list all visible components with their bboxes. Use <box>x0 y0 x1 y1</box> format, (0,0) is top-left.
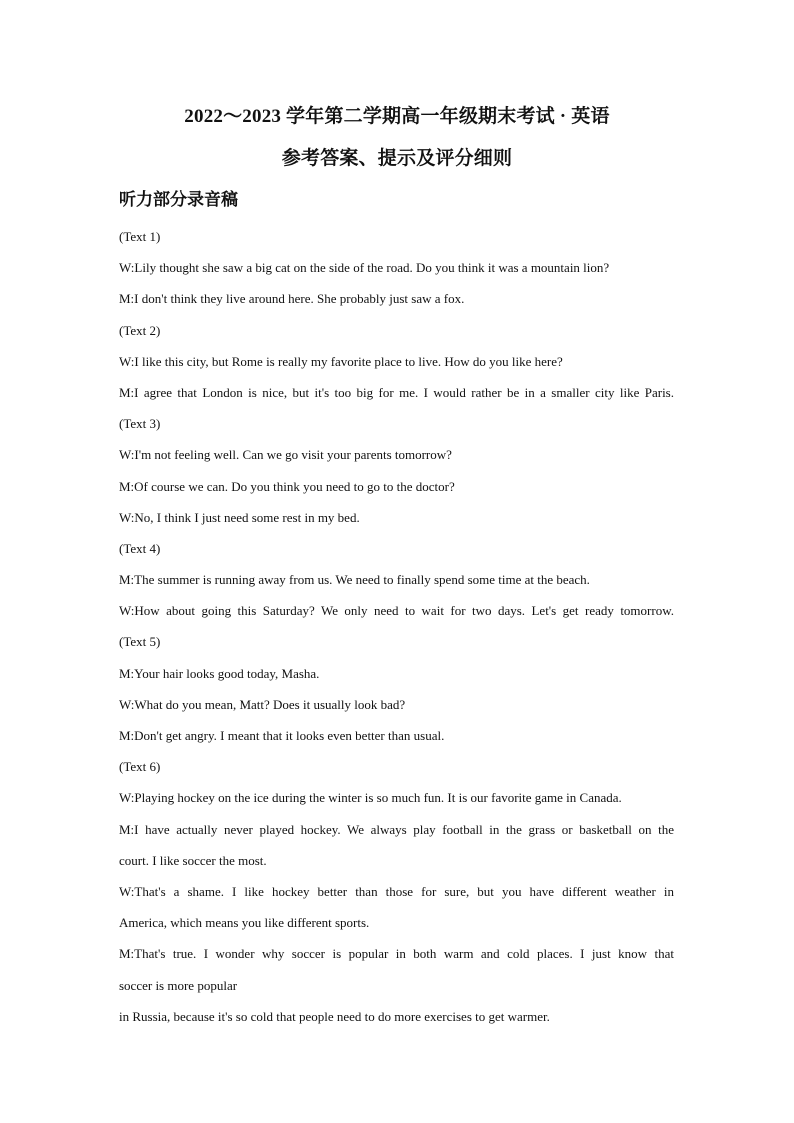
transcript-line: M:Of course we can. Do you think you need to go to the doctor? <box>119 478 455 494</box>
transcript-line: soccer is more popular <box>119 977 238 993</box>
text-label: (Text 6) <box>119 759 161 775</box>
transcript-line: W:No, I think I just need some rest in my bed. <box>119 509 360 525</box>
transcript-line: America, which means you like different sports. <box>119 915 370 931</box>
transcript-line: W:I'm not feeling well. Can we go visit your parents tomorrow? <box>119 447 452 463</box>
text-label: (Text 5) <box>119 634 161 650</box>
transcript-body <box>119 226 674 1037</box>
text-label: (Text 1) <box>119 229 161 244</box>
transcript-line: M:Don't get angry. I meant that it looks even better than usual. <box>119 728 445 743</box>
document-subtitle: 参考答案、提示及评分细则 <box>281 148 513 169</box>
document-title: 2022～2023 学年第二学期高一年级期末考试 · 英语 <box>184 106 610 127</box>
section-heading: 听力部分录音稿 <box>119 190 238 209</box>
transcript-line: W:What do you mean, Matt? Does it usually look bad? <box>119 696 406 712</box>
transcript-line: W:Lily thought she saw a big cat on the side of the road. Do you think it was a mountain lion? <box>119 260 610 276</box>
transcript-line: in Russia, because it's so cold that people need to do more exercises to get warmer. <box>119 1008 550 1024</box>
text-label: (Text 3) <box>119 416 161 432</box>
transcript-line: M:I have actually never played hockey. We always play football in the grass or basketball on the <box>119 821 674 837</box>
transcript-line: court. I like soccer the most. <box>119 852 267 868</box>
transcript-line: M:Your hair looks good today, Masha. <box>119 665 320 681</box>
transcript-line: M:That's true. I wonder why soccer is popular in both warm and cold places. I just know that <box>119 946 674 962</box>
transcript-line: M:I agree that London is nice, but it's too big for me. I would rather be in a smaller city like Paris. <box>119 384 674 400</box>
text-label: (Text 4) <box>119 540 161 556</box>
transcript-line: W:Playing hockey on the ice during the winter is so much fun. It is our favorite game in Canada. <box>119 790 622 806</box>
transcript-line: M:I don't think they live around here. She probably just saw a fox. <box>119 291 465 307</box>
transcript-line: W:I like this city, but Rome is really my favorite place to live. How do you like here? <box>119 353 563 369</box>
transcript-line: W:That's a shame. I like hockey better than those for sure, but you have different weather in <box>119 883 674 899</box>
transcript-line: W:How about going this Saturday? We only need to wait for two days. Let's get ready tomorrow. <box>119 603 674 619</box>
text-label: (Text 2) <box>119 322 161 338</box>
transcript-line: M:The summer is running away from us. We need to finally spend some time at the beach. <box>119 572 590 588</box>
